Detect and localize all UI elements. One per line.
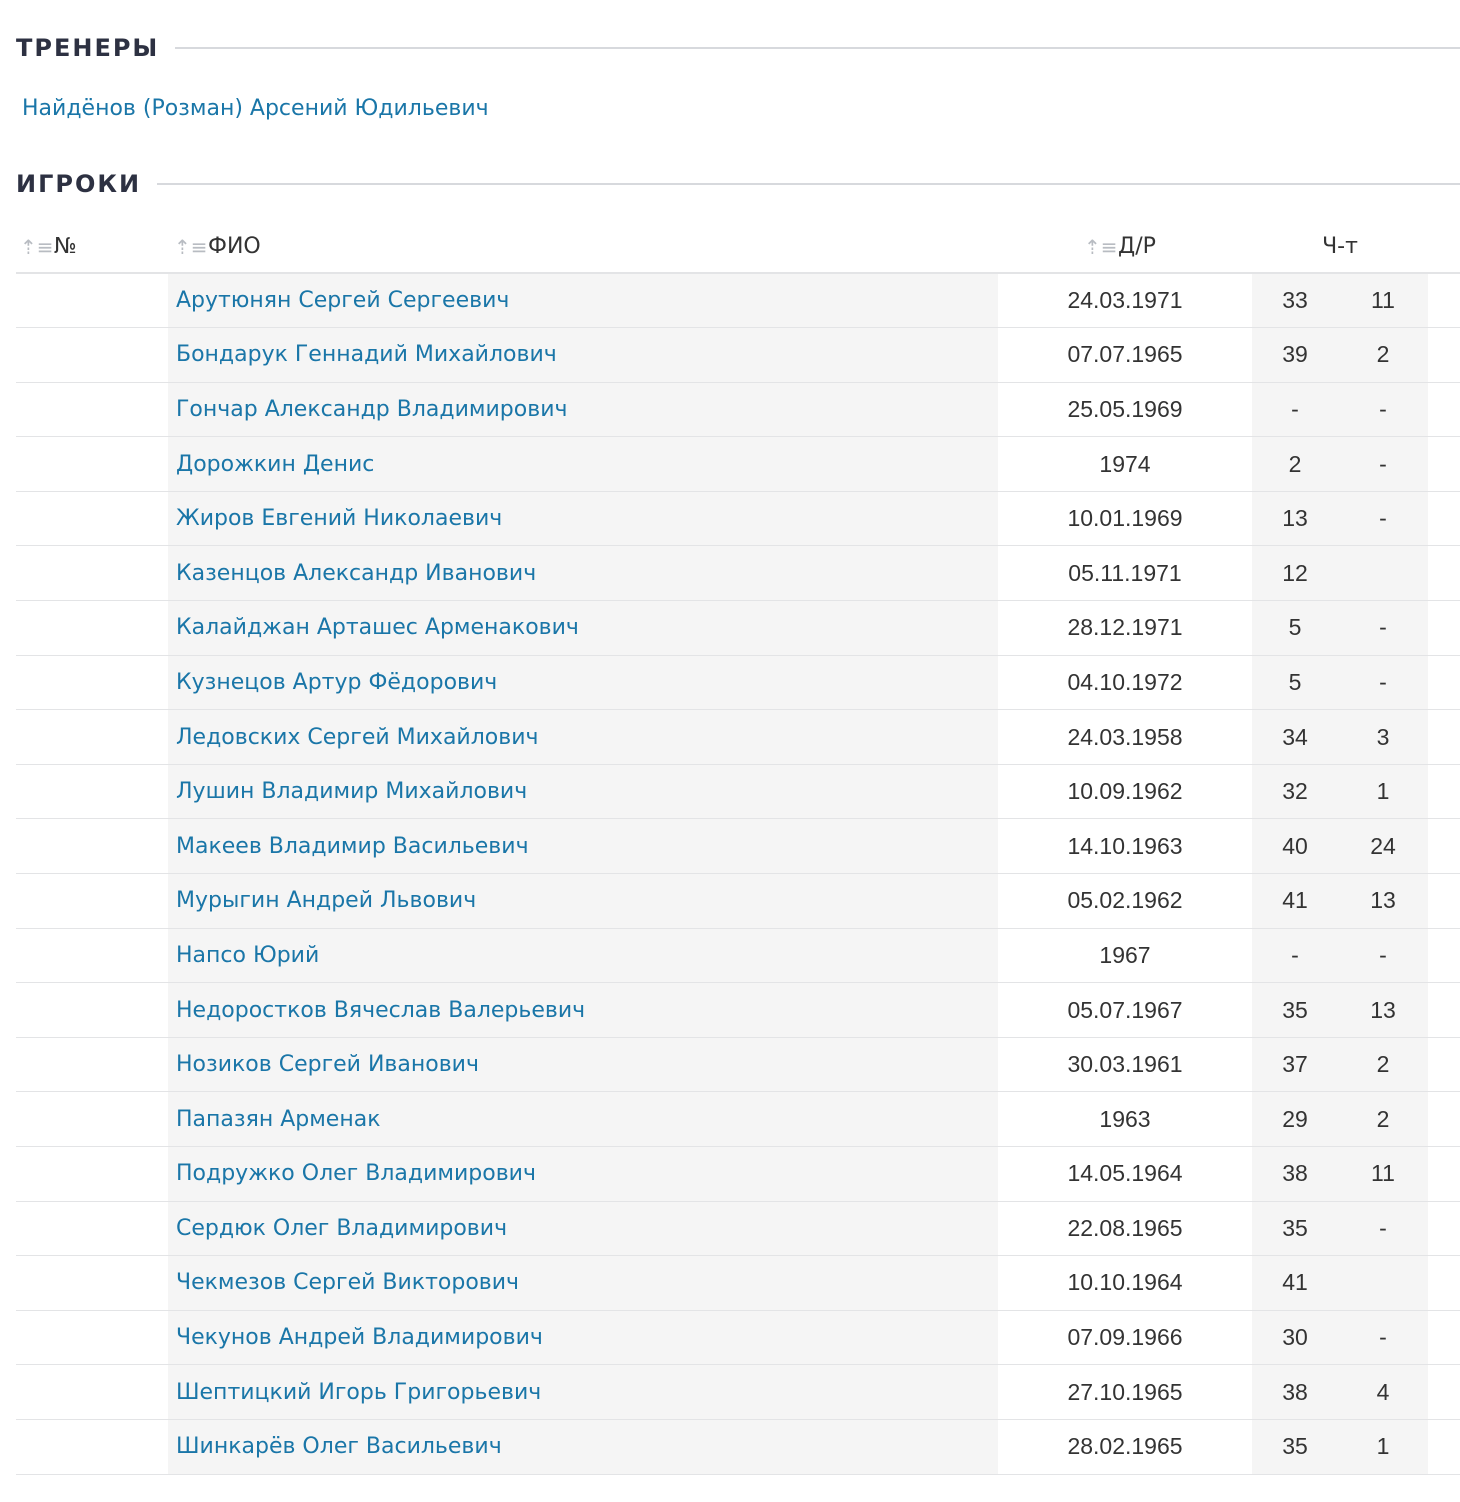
player-dob: 1974 xyxy=(998,437,1252,492)
player-matches: 35 xyxy=(1252,1201,1338,1256)
player-goals: - xyxy=(1338,655,1428,710)
player-matches: 41 xyxy=(1252,1256,1338,1311)
player-matches: 12 xyxy=(1252,546,1338,601)
player-name-cell xyxy=(168,1147,998,1202)
row-spacer xyxy=(1428,819,1460,874)
player-matches: 33 xyxy=(1252,273,1338,328)
player-matches: 32 xyxy=(1252,764,1338,819)
player-dob: 04.10.1972 xyxy=(998,655,1252,710)
player-link[interactable]: Жиров Евгений Николаевич xyxy=(176,506,503,532)
player-number xyxy=(16,874,168,929)
player-number xyxy=(16,1201,168,1256)
row-spacer xyxy=(1428,1256,1460,1311)
player-link[interactable]: Бондарук Геннадий Михайлович xyxy=(176,342,557,368)
sort-icon[interactable]: ⇡≡ xyxy=(20,234,54,259)
row-spacer xyxy=(1428,764,1460,819)
player-matches: 39 xyxy=(1252,328,1338,383)
row-spacer xyxy=(1428,437,1460,492)
column-header-name-label: ФИО xyxy=(208,233,261,259)
row-spacer xyxy=(1428,382,1460,437)
player-number xyxy=(16,328,168,383)
player-name-cell xyxy=(168,1310,998,1365)
player-goals: - xyxy=(1338,601,1428,656)
player-dob: 07.07.1965 xyxy=(998,328,1252,383)
column-header-championship xyxy=(1252,220,1428,273)
player-name-cell xyxy=(168,1092,998,1147)
player-number xyxy=(16,546,168,601)
player-name-cell xyxy=(168,273,998,328)
player-matches: 41 xyxy=(1252,874,1338,929)
sort-icon[interactable]: ⇡≡ xyxy=(174,234,208,259)
player-matches: 5 xyxy=(1252,601,1338,656)
player-number xyxy=(16,273,168,328)
table-row xyxy=(16,655,1460,710)
table-row xyxy=(16,1256,1460,1311)
player-link[interactable]: Шептицкий Игорь Григорьевич xyxy=(176,1379,542,1405)
player-link[interactable]: Напсо Юрий xyxy=(176,942,320,968)
player-dob: 28.12.1971 xyxy=(998,601,1252,656)
player-name-cell xyxy=(168,382,998,437)
player-goals: 13 xyxy=(1338,983,1428,1038)
row-spacer xyxy=(1428,983,1460,1038)
table-row xyxy=(16,1419,1460,1474)
player-matches: 35 xyxy=(1252,983,1338,1038)
player-number xyxy=(16,983,168,1038)
table-row xyxy=(16,273,1460,328)
table-row xyxy=(16,1310,1460,1365)
row-spacer xyxy=(1428,1092,1460,1147)
player-link[interactable]: Макеев Владимир Васильевич xyxy=(176,833,529,859)
table-row xyxy=(16,874,1460,929)
player-matches: 38 xyxy=(1252,1365,1338,1420)
table-row xyxy=(16,983,1460,1038)
player-link[interactable]: Подружко Олег Владимирович xyxy=(176,1161,536,1187)
coaches-section-header xyxy=(16,34,1460,62)
table-row xyxy=(16,601,1460,656)
player-number xyxy=(16,819,168,874)
player-goals: 11 xyxy=(1338,273,1428,328)
player-name-cell xyxy=(168,983,998,1038)
player-goals: - xyxy=(1338,928,1428,983)
player-goals: 2 xyxy=(1338,1037,1428,1092)
player-link[interactable]: Папазян Арменак xyxy=(176,1106,381,1132)
player-number xyxy=(16,1037,168,1092)
column-header-number-label: № xyxy=(54,233,77,259)
row-spacer xyxy=(1428,1310,1460,1365)
player-dob: 24.03.1958 xyxy=(998,710,1252,765)
player-goals: - xyxy=(1338,1201,1428,1256)
table-row xyxy=(16,437,1460,492)
table-row xyxy=(16,491,1460,546)
player-dob: 27.10.1965 xyxy=(998,1365,1252,1420)
player-goals: 1 xyxy=(1338,1419,1428,1474)
row-spacer xyxy=(1428,1365,1460,1420)
player-link[interactable]: Кузнецов Артур Фёдорович xyxy=(176,669,498,695)
player-dob: 10.09.1962 xyxy=(998,764,1252,819)
player-name-cell xyxy=(168,710,998,765)
player-number xyxy=(16,928,168,983)
player-number xyxy=(16,710,168,765)
player-goals: 3 xyxy=(1338,710,1428,765)
player-dob: 30.03.1961 xyxy=(998,1037,1252,1092)
table-row xyxy=(16,1037,1460,1092)
sort-icon[interactable]: ⇡≡ xyxy=(1084,234,1118,259)
player-number xyxy=(16,1092,168,1147)
player-number xyxy=(16,1419,168,1474)
coach-link[interactable]: Найдёнов (Розман) Арсений Юдильевич xyxy=(22,96,489,121)
table-row xyxy=(16,382,1460,437)
table-row xyxy=(16,819,1460,874)
player-dob: 10.01.1969 xyxy=(998,491,1252,546)
player-link[interactable]: Шинкарёв Олег Васильевич xyxy=(176,1434,502,1460)
players-section-header xyxy=(16,170,1460,198)
player-dob: 1963 xyxy=(998,1092,1252,1147)
player-name-cell xyxy=(168,874,998,929)
player-number xyxy=(16,1256,168,1311)
player-name-cell xyxy=(168,491,998,546)
players-title: ИГРОКИ xyxy=(16,170,142,198)
player-matches: - xyxy=(1252,928,1338,983)
player-number xyxy=(16,1365,168,1420)
table-row xyxy=(16,546,1460,601)
player-link[interactable]: Чекмезов Сергей Викторович xyxy=(176,1270,520,1296)
player-name-cell xyxy=(168,764,998,819)
column-header-championship-label: Ч-т xyxy=(1322,233,1358,259)
table-row xyxy=(16,764,1460,819)
player-name-cell xyxy=(168,1037,998,1092)
player-matches: 37 xyxy=(1252,1037,1338,1092)
column-header-dob-label: Д/Р xyxy=(1118,233,1156,259)
player-matches: - xyxy=(1252,382,1338,437)
player-matches: 38 xyxy=(1252,1147,1338,1202)
row-spacer xyxy=(1428,1147,1460,1202)
player-matches: 13 xyxy=(1252,491,1338,546)
player-number xyxy=(16,437,168,492)
row-spacer xyxy=(1428,328,1460,383)
player-dob: 1967 xyxy=(998,928,1252,983)
row-spacer xyxy=(1428,1201,1460,1256)
player-name-cell xyxy=(168,1365,998,1420)
table-row xyxy=(16,710,1460,765)
player-matches: 30 xyxy=(1252,1310,1338,1365)
player-number xyxy=(16,491,168,546)
player-goals: 2 xyxy=(1338,1092,1428,1147)
player-link[interactable]: Арутюнян Сергей Сергеевич xyxy=(176,288,510,314)
player-name-cell xyxy=(168,437,998,492)
players-table xyxy=(16,220,1460,1475)
row-spacer xyxy=(1428,928,1460,983)
player-goals: - xyxy=(1338,382,1428,437)
coaches-title: ТРЕНЕРЫ xyxy=(16,34,160,62)
player-name-cell xyxy=(168,655,998,710)
section-divider xyxy=(175,47,1460,49)
player-goals xyxy=(1338,546,1428,601)
player-goals: 4 xyxy=(1338,1365,1428,1420)
player-matches: 35 xyxy=(1252,1419,1338,1474)
player-number xyxy=(16,1147,168,1202)
player-dob: 05.11.1971 xyxy=(998,546,1252,601)
player-number xyxy=(16,764,168,819)
player-dob: 14.05.1964 xyxy=(998,1147,1252,1202)
player-dob: 10.10.1964 xyxy=(998,1256,1252,1311)
table-header-row xyxy=(16,220,1460,273)
column-header-spacer xyxy=(1428,220,1460,273)
player-dob: 28.02.1965 xyxy=(998,1419,1252,1474)
player-link[interactable]: Чекунов Андрей Владимирович xyxy=(176,1325,543,1351)
player-name-cell xyxy=(168,328,998,383)
player-goals: 1 xyxy=(1338,764,1428,819)
row-spacer xyxy=(1428,1037,1460,1092)
player-link[interactable]: Гончар Александр Владимирович xyxy=(176,396,568,422)
player-goals: - xyxy=(1338,491,1428,546)
row-spacer xyxy=(1428,601,1460,656)
player-link[interactable]: Сердюк Олег Владимирович xyxy=(176,1215,508,1241)
table-row xyxy=(16,1365,1460,1420)
column-header-name[interactable] xyxy=(168,220,998,273)
table-row xyxy=(16,1147,1460,1202)
player-number xyxy=(16,382,168,437)
row-spacer xyxy=(1428,273,1460,328)
player-link[interactable]: Калайджан Арташес Арменакович xyxy=(176,615,579,641)
player-name-cell xyxy=(168,601,998,656)
column-header-dob[interactable] xyxy=(998,220,1252,273)
row-spacer xyxy=(1428,491,1460,546)
player-matches: 5 xyxy=(1252,655,1338,710)
row-spacer xyxy=(1428,546,1460,601)
player-dob: 14.10.1963 xyxy=(998,819,1252,874)
player-link[interactable]: Мурыгин Андрей Львович xyxy=(176,888,477,914)
player-matches: 29 xyxy=(1252,1092,1338,1147)
player-matches: 2 xyxy=(1252,437,1338,492)
player-goals: 24 xyxy=(1338,819,1428,874)
player-dob: 05.07.1967 xyxy=(998,983,1252,1038)
row-spacer xyxy=(1428,1419,1460,1474)
player-name-cell xyxy=(168,1256,998,1311)
player-goals: 2 xyxy=(1338,328,1428,383)
table-row xyxy=(16,328,1460,383)
column-header-number[interactable] xyxy=(16,220,168,273)
player-name-cell xyxy=(168,1201,998,1256)
table-row xyxy=(16,1092,1460,1147)
player-dob: 22.08.1965 xyxy=(998,1201,1252,1256)
player-dob: 25.05.1969 xyxy=(998,382,1252,437)
player-link[interactable]: Дорожкин Денис xyxy=(176,451,375,477)
player-number xyxy=(16,655,168,710)
player-link[interactable]: Недоростков Вячеслав Валерьевич xyxy=(176,997,586,1023)
player-link[interactable]: Казенцов Александр Иванович xyxy=(176,560,537,586)
section-divider xyxy=(157,183,1460,185)
player-dob: 07.09.1966 xyxy=(998,1310,1252,1365)
player-goals: - xyxy=(1338,437,1428,492)
table-row xyxy=(16,1201,1460,1256)
player-name-cell xyxy=(168,928,998,983)
player-matches: 40 xyxy=(1252,819,1338,874)
player-dob: 05.02.1962 xyxy=(998,874,1252,929)
player-matches: 34 xyxy=(1252,710,1338,765)
player-link[interactable]: Нозиков Сергей Иванович xyxy=(176,1052,479,1078)
player-goals: - xyxy=(1338,1310,1428,1365)
player-number xyxy=(16,1310,168,1365)
player-goals: 11 xyxy=(1338,1147,1428,1202)
player-number xyxy=(16,601,168,656)
player-link[interactable]: Ледовских Сергей Михайлович xyxy=(176,724,539,750)
player-goals: 13 xyxy=(1338,874,1428,929)
row-spacer xyxy=(1428,710,1460,765)
player-link[interactable]: Лушин Владимир Михайлович xyxy=(176,779,528,805)
player-goals xyxy=(1338,1256,1428,1311)
row-spacer xyxy=(1428,655,1460,710)
player-name-cell xyxy=(168,546,998,601)
player-name-cell xyxy=(168,1419,998,1474)
player-name-cell xyxy=(168,819,998,874)
table-row xyxy=(16,928,1460,983)
row-spacer xyxy=(1428,874,1460,929)
player-dob: 24.03.1971 xyxy=(998,273,1252,328)
